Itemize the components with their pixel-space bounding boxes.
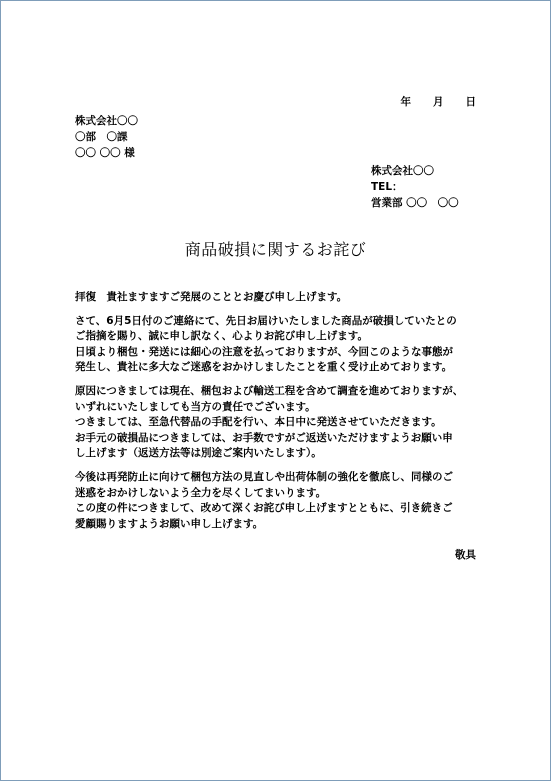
closing-word: 敬具	[455, 549, 476, 561]
recipient-department: 〇部 〇課	[75, 131, 128, 143]
body-line: この度の件につきまして、改めて深くお詫び申し上げますとともに、引き続きご	[75, 502, 453, 515]
body-line: し上げます（返送方法等は別途ご案内いたします）。	[75, 447, 322, 460]
body-line: 発生し、貴社に多大なご迷惑をおかけしましたことを重く受け止めております。	[75, 361, 453, 374]
paragraph-cause	[75, 384, 485, 462]
body-line: 今後は再発防止に向けて梱包方法の見直しや出荷体制の強化を徹底し、同様のご	[75, 470, 453, 483]
body-line: 迷惑をおかけしないよう全力を尽くしてまいります。	[75, 486, 327, 499]
recipient-block	[75, 113, 138, 161]
body-line: 日頃より梱包・発送には細心の注意を払っておりますが、今回このような事態が	[75, 345, 453, 358]
sender-name: 営業部 〇〇 〇〇	[371, 197, 459, 209]
sender-company: 株式会社〇〇	[371, 165, 434, 177]
recipient-company: 株式会社〇〇	[75, 115, 138, 127]
body-line: 愛顧賜りますようお願い申し上げます。	[75, 517, 264, 530]
sender-block	[371, 163, 459, 211]
date-year-label: 年	[400, 96, 411, 108]
body-line: 原因につきましては現在、梱包および輸送工程を含めて調査を進めておりますが、	[75, 384, 464, 397]
recipient-name: 〇〇 〇〇 様	[75, 147, 135, 159]
paragraph-prevention	[75, 470, 485, 532]
date-day-label: 日	[465, 96, 476, 108]
body-line: いずれにいたしましても当方の責任でございます。	[75, 400, 316, 413]
date-month-label: 月	[433, 96, 444, 108]
letter-date	[401, 94, 477, 109]
body-line: さて、6月5日付のご連絡にて、先日お届けいたしました商品が破損していたとの	[75, 314, 457, 327]
body-line: ご指摘を賜り、誠に申し訳なく、心よりお詫び申し上げます。	[75, 330, 368, 343]
letter-body	[75, 290, 485, 540]
sender-tel: TEL：	[371, 181, 403, 193]
body-line: 拝復 貴社ますますご発展のこととお慶び申し上げます。	[75, 291, 348, 303]
body-line: お手元の破損品につきましては、お手数ですがご返送いただけますようお願い申	[75, 431, 453, 444]
paragraph-apology	[75, 314, 485, 376]
body-line: つきましては、至急代替品の手配を行い、本日中に発送させていただきます。	[75, 416, 442, 429]
paragraph-greeting	[75, 290, 485, 306]
letter-title: 商品破損に関するお詫び	[184, 240, 367, 259]
